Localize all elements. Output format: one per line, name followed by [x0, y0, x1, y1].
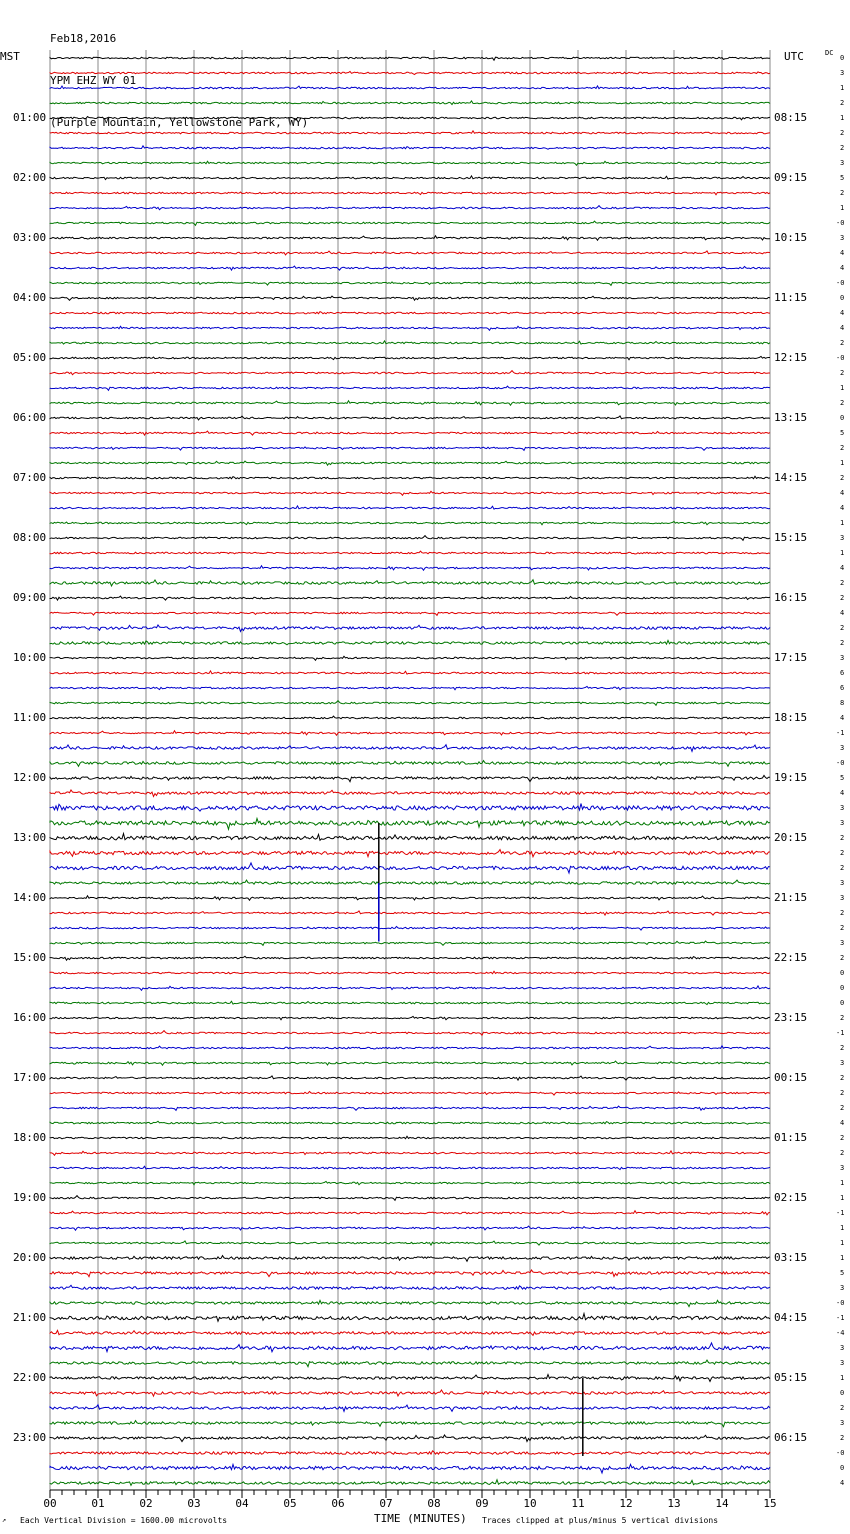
x-axis [43, 1490, 776, 1510]
dc-offset-label: 5 [840, 174, 845, 182]
trace-74 [50, 1166, 770, 1169]
trace-80 [50, 1256, 770, 1262]
trace-0 [50, 57, 770, 60]
trace-63 [50, 1001, 770, 1004]
dc-offset-label: 2 [840, 594, 845, 602]
dc-offset-label: 0 [840, 999, 845, 1007]
x-tick-label: 12 [619, 1497, 633, 1510]
trace-88 [50, 1374, 770, 1381]
dc-offset-label: 2 [840, 1134, 845, 1142]
trace-20 [50, 356, 770, 359]
dc-offset-label: 2 [840, 129, 845, 137]
dc-offset-label: 0 [840, 1389, 845, 1397]
dc-offset-label: 4 [840, 324, 845, 332]
trace-90 [50, 1405, 770, 1412]
trace-4 [50, 117, 770, 121]
trace-50 [50, 804, 770, 812]
trace-22 [50, 386, 770, 390]
dc-offset-label: 0 [840, 414, 845, 422]
dc-offset-label: 5 [840, 429, 845, 437]
dc-offset-label: 3 [840, 1359, 845, 1367]
utc-hour-label: 08:15 [774, 111, 808, 124]
trace-5 [50, 131, 770, 134]
utc-hour-label: 06:15 [774, 1431, 808, 1444]
dc-offset-label: 1 [840, 1224, 845, 1232]
utc-hour-label: 15:15 [774, 531, 808, 544]
dc-offset-label: 4 [840, 504, 845, 512]
dc-offset-label: -1 [836, 1314, 845, 1322]
trace-28 [50, 476, 770, 479]
trace-37 [50, 612, 770, 615]
trace-6 [50, 146, 770, 149]
trace-45 [50, 731, 770, 735]
utc-hour-label: 00:15 [774, 1071, 808, 1084]
dc-offset-label: 2 [840, 639, 845, 647]
dc-offset-label: 3 [840, 534, 845, 542]
x-tick-label: 02 [139, 1497, 153, 1510]
trace-38 [50, 625, 770, 632]
utc-hour-label: 20:15 [774, 831, 808, 844]
dc-offset-label: 3 [840, 744, 845, 752]
trace-46 [50, 745, 770, 752]
dc-offset-label: 3 [840, 1059, 845, 1067]
trace-79 [50, 1241, 770, 1245]
mst-hour-label: 01:00 [13, 111, 47, 124]
trace-84 [50, 1314, 770, 1322]
trace-65 [50, 1031, 770, 1036]
trace-77 [50, 1211, 770, 1215]
trace-83 [50, 1300, 770, 1306]
dc-offset-label: 2 [840, 474, 845, 482]
trace-56 [50, 896, 770, 900]
trace-8 [50, 176, 770, 180]
dc-offset-label: 1 [840, 84, 845, 92]
trace-12 [50, 236, 770, 240]
utc-hour-label: 23:15 [774, 1011, 808, 1024]
dc-title: DC [825, 49, 834, 57]
utc-hour-label: 12:15 [774, 351, 808, 364]
mst-hour-label: 10:00 [13, 651, 47, 664]
dc-offset-label: 6 [840, 684, 845, 692]
dc-offset-label: -0 [836, 1299, 845, 1307]
dc-offset-label: 3 [840, 1164, 845, 1172]
utc-hour-label: 13:15 [774, 411, 808, 424]
x-tick-label: 03 [187, 1497, 201, 1510]
dc-offset-label: 4 [840, 264, 845, 272]
trace-17 [50, 312, 770, 315]
trace-14 [50, 266, 770, 270]
mst-hour-label: 22:00 [13, 1371, 47, 1384]
x-tick-label: 15 [763, 1497, 777, 1510]
mst-hour-label: 20:00 [13, 1251, 47, 1264]
dc-offset-label: 2 [840, 144, 845, 152]
trace-53 [50, 850, 770, 857]
dc-offset-label: 3 [840, 69, 845, 77]
trace-23 [50, 401, 770, 405]
trace-15 [50, 282, 770, 285]
trace-41 [50, 671, 770, 674]
trace-76 [50, 1196, 770, 1201]
dc-offset-label: 2 [840, 1149, 845, 1157]
utc-hour-label: 05:15 [774, 1371, 808, 1384]
trace-67 [50, 1061, 770, 1065]
utc-hour-label: 18:15 [774, 711, 808, 724]
dc-offset-label: -0 [836, 279, 845, 287]
mst-hour-label: 23:00 [13, 1431, 47, 1444]
clipping-note: Traces clipped at plus/minus 5 vertical divisions [482, 1516, 719, 1525]
dc-offset-label: -1 [836, 729, 845, 737]
trace-49 [50, 790, 770, 797]
left-axis-title: MST [0, 50, 20, 63]
mst-hour-label: 14:00 [13, 891, 47, 904]
dc-offset-label: 0 [840, 294, 845, 302]
x-axis-title: TIME (MINUTES) [374, 1512, 467, 1525]
trace-40 [50, 656, 770, 660]
footer-mark: ↗ [2, 1516, 7, 1524]
dc-offset-label: 4 [840, 249, 845, 257]
dc-offset-label: 3 [840, 804, 845, 812]
trace-18 [50, 326, 770, 330]
trace-64 [50, 1016, 770, 1019]
trace-93 [50, 1451, 770, 1455]
x-tick-label: 13 [667, 1497, 681, 1510]
dc-offset-label: -0 [836, 759, 845, 767]
dc-offset-label: 2 [840, 834, 845, 842]
utc-hour-label: 03:15 [774, 1251, 808, 1264]
trace-32 [50, 536, 770, 541]
mst-hour-label: 02:00 [13, 171, 47, 184]
dc-offset-label: -1 [836, 1029, 845, 1037]
vertical-division-note: Each Vertical Division = 1600.00 microvolts [20, 1516, 228, 1525]
dc-offset-label: 2 [840, 624, 845, 632]
trace-86 [50, 1343, 770, 1352]
x-tick-label: 07 [379, 1497, 393, 1510]
station-label: YPM EHZ WY 01 [50, 74, 137, 87]
x-tick-label: 00 [43, 1497, 57, 1510]
trace-42 [50, 686, 770, 689]
mst-hour-label: 08:00 [13, 531, 47, 544]
dc-offset-label: 8 [840, 699, 845, 707]
utc-hour-label: 04:15 [774, 1311, 808, 1324]
trace-2 [50, 86, 770, 89]
dc-offset-label: 1 [840, 1179, 845, 1187]
dc-offset-label: 2 [840, 1014, 845, 1022]
dc-offset-label: 1 [840, 1194, 845, 1202]
trace-70 [50, 1106, 770, 1110]
dc-offset-label: 1 [840, 459, 845, 467]
dc-offset-label: -0 [836, 1449, 845, 1457]
mst-hour-label: 12:00 [13, 771, 47, 784]
date-label: Feb18,2016 [50, 32, 117, 45]
trace-92 [50, 1435, 770, 1442]
dc-offset-label: 2 [840, 1044, 845, 1052]
dc-offset-label: 0 [840, 969, 845, 977]
trace-51 [50, 818, 770, 829]
mst-hour-label: 07:00 [13, 471, 47, 484]
trace-48 [50, 775, 770, 781]
dc-offset-label: 3 [840, 819, 845, 827]
utc-hour-label: 19:15 [774, 771, 808, 784]
trace-35 [50, 580, 770, 586]
dc-offset-label: 3 [840, 1344, 845, 1352]
trace-47 [50, 761, 770, 767]
utc-hour-label: 09:15 [774, 171, 808, 184]
dc-offset-label: 3 [840, 879, 845, 887]
dc-offset-label: 1 [840, 549, 845, 557]
mst-hour-label: 16:00 [13, 1011, 47, 1024]
dc-offset-label: 4 [840, 609, 845, 617]
dc-offset-label: 5 [840, 1269, 845, 1277]
utc-hour-label: 22:15 [774, 951, 808, 964]
trace-19 [50, 341, 770, 344]
dc-offset-label: 4 [840, 489, 845, 497]
trace-7 [50, 161, 770, 165]
dc-offset-label: 2 [840, 909, 845, 917]
utc-hour-label: 16:15 [774, 591, 808, 604]
dc-offset-label: 3 [840, 894, 845, 902]
dc-offset-label: 2 [840, 339, 845, 347]
dc-offset-label: 4 [840, 789, 845, 797]
dc-offset-label: 5 [840, 774, 845, 782]
utc-hour-label: 01:15 [774, 1131, 808, 1144]
trace-group [50, 57, 770, 1485]
dc-offset-label: 1 [840, 1374, 845, 1382]
trace-68 [50, 1076, 770, 1080]
x-tick-label: 10 [523, 1497, 537, 1510]
trace-30 [50, 506, 770, 509]
trace-13 [50, 251, 770, 255]
trace-81 [50, 1270, 770, 1277]
trace-95 [50, 1480, 770, 1486]
mst-hour-label: 18:00 [13, 1131, 47, 1144]
utc-hour-label: 14:15 [774, 471, 808, 484]
trace-10 [50, 206, 770, 210]
dc-offset-label: 2 [840, 924, 845, 932]
utc-hour-label: 21:15 [774, 891, 808, 904]
trace-54 [50, 863, 770, 873]
dc-offset-label: 2 [840, 1404, 845, 1412]
trace-72 [50, 1136, 770, 1138]
trace-21 [50, 371, 770, 375]
trace-43 [50, 701, 770, 706]
trace-44 [50, 716, 770, 719]
dc-offset-label: 2 [840, 954, 845, 962]
trace-58 [50, 926, 770, 930]
dc-offset-label: 2 [840, 189, 845, 197]
trace-24 [50, 416, 770, 420]
dc-offset-label: 1 [840, 519, 845, 527]
dc-offset-label: 3 [840, 939, 845, 947]
x-tick-label: 05 [283, 1497, 297, 1510]
trace-78 [50, 1226, 770, 1230]
trace-39 [50, 640, 770, 644]
dc-offset-label: 2 [840, 444, 845, 452]
trace-61 [50, 971, 770, 974]
trace-71 [50, 1121, 770, 1124]
trace-26 [50, 447, 770, 450]
grid [50, 50, 770, 1490]
trace-27 [50, 461, 770, 465]
trace-29 [50, 491, 770, 495]
mst-hour-label: 15:00 [13, 951, 47, 964]
x-tick-label: 04 [235, 1497, 249, 1510]
dc-offset-label: 2 [840, 99, 845, 107]
dc-offset-label: 3 [840, 234, 845, 242]
trace-16 [50, 296, 770, 300]
mst-hour-label: 19:00 [13, 1191, 47, 1204]
trace-55 [50, 880, 770, 884]
trace-91 [50, 1421, 770, 1427]
dc-offset-label: 0 [840, 984, 845, 992]
dc-offset-label: 3 [840, 654, 845, 662]
dc-offset-label: 2 [840, 1089, 845, 1097]
utc-hour-label: 02:15 [774, 1191, 808, 1204]
trace-25 [50, 431, 770, 435]
dc-offset-label: 3 [840, 1419, 845, 1427]
trace-94 [50, 1464, 770, 1473]
dc-offset-label: 4 [840, 564, 845, 572]
trace-1 [50, 71, 770, 74]
trace-73 [50, 1151, 770, 1155]
utc-hour-label: 17:15 [774, 651, 808, 664]
utc-hour-label: 10:15 [774, 231, 808, 244]
trace-62 [50, 986, 770, 990]
trace-59 [50, 941, 770, 945]
dc-offset-label: 2 [840, 1074, 845, 1082]
trace-85 [50, 1330, 770, 1335]
trace-9 [50, 192, 770, 195]
dc-offset-label: 0 [840, 1464, 845, 1472]
trace-60 [50, 956, 770, 960]
dc-offset-label: 2 [840, 369, 845, 377]
dc-offset-label: -0 [836, 219, 845, 227]
trace-69 [50, 1091, 770, 1095]
trace-75 [50, 1181, 770, 1184]
mst-hour-label: 04:00 [13, 291, 47, 304]
dc-offset-label: 1 [840, 384, 845, 392]
mst-hour-label: 09:00 [13, 591, 47, 604]
dc-offset-label: -1 [836, 1209, 845, 1217]
trace-82 [50, 1285, 770, 1290]
mst-hour-label: 21:00 [13, 1311, 47, 1324]
x-tick-label: 11 [571, 1497, 585, 1510]
x-tick-label: 09 [475, 1497, 489, 1510]
trace-87 [50, 1360, 770, 1367]
dc-offset-label: 3 [840, 1284, 845, 1292]
x-tick-label: 01 [91, 1497, 105, 1510]
dc-offset-label: 6 [840, 669, 845, 677]
dc-offset-label: 3 [840, 159, 845, 167]
mst-hour-label: 06:00 [13, 411, 47, 424]
dc-offset-label: -0 [836, 354, 845, 362]
dc-offset-label: 2 [840, 1434, 845, 1442]
dc-offset-label: 2 [840, 849, 845, 857]
location-label: (Purple Mountain, Yellowstone Park, WY) [50, 116, 309, 129]
mst-hour-label: 11:00 [13, 711, 47, 724]
dc-offset-label: 2 [840, 579, 845, 587]
dc-offset-label: 2 [840, 864, 845, 872]
x-tick-label: 08 [427, 1497, 441, 1510]
right-axis-title: UTC [784, 50, 804, 63]
trace-52 [50, 834, 770, 841]
trace-66 [50, 1046, 770, 1049]
trace-11 [50, 221, 770, 225]
x-tick-label: 06 [331, 1497, 345, 1510]
mst-hour-label: 17:00 [13, 1071, 47, 1084]
trace-3 [50, 101, 770, 105]
dc-offset-label: 2 [840, 1104, 845, 1112]
utc-hour-label: 11:15 [774, 291, 808, 304]
dc-offset-label: 2 [840, 399, 845, 407]
dc-offset-label: 1 [840, 1239, 845, 1247]
dc-offset-label: 1 [840, 114, 845, 122]
dc-offset-label: 4 [840, 1479, 845, 1487]
dc-offset-label: 4 [840, 309, 845, 317]
x-tick-label: 14 [715, 1497, 729, 1510]
trace-89 [50, 1390, 770, 1396]
dc-offset-label: 1 [840, 1254, 845, 1262]
dc-offset-label: 0 [840, 54, 845, 62]
trace-33 [50, 551, 770, 554]
dc-offset-label: 4 [840, 1119, 845, 1127]
mst-hour-label: 03:00 [13, 231, 47, 244]
dc-offset-label: 4 [840, 714, 845, 722]
trace-36 [50, 596, 770, 600]
dc-offset-label: -4 [836, 1329, 845, 1337]
trace-31 [50, 521, 770, 524]
trace-34 [50, 566, 770, 570]
mst-hour-label: 13:00 [13, 831, 47, 844]
dc-offset-label: 1 [840, 204, 845, 212]
trace-57 [50, 911, 770, 915]
mst-hour-label: 05:00 [13, 351, 47, 364]
